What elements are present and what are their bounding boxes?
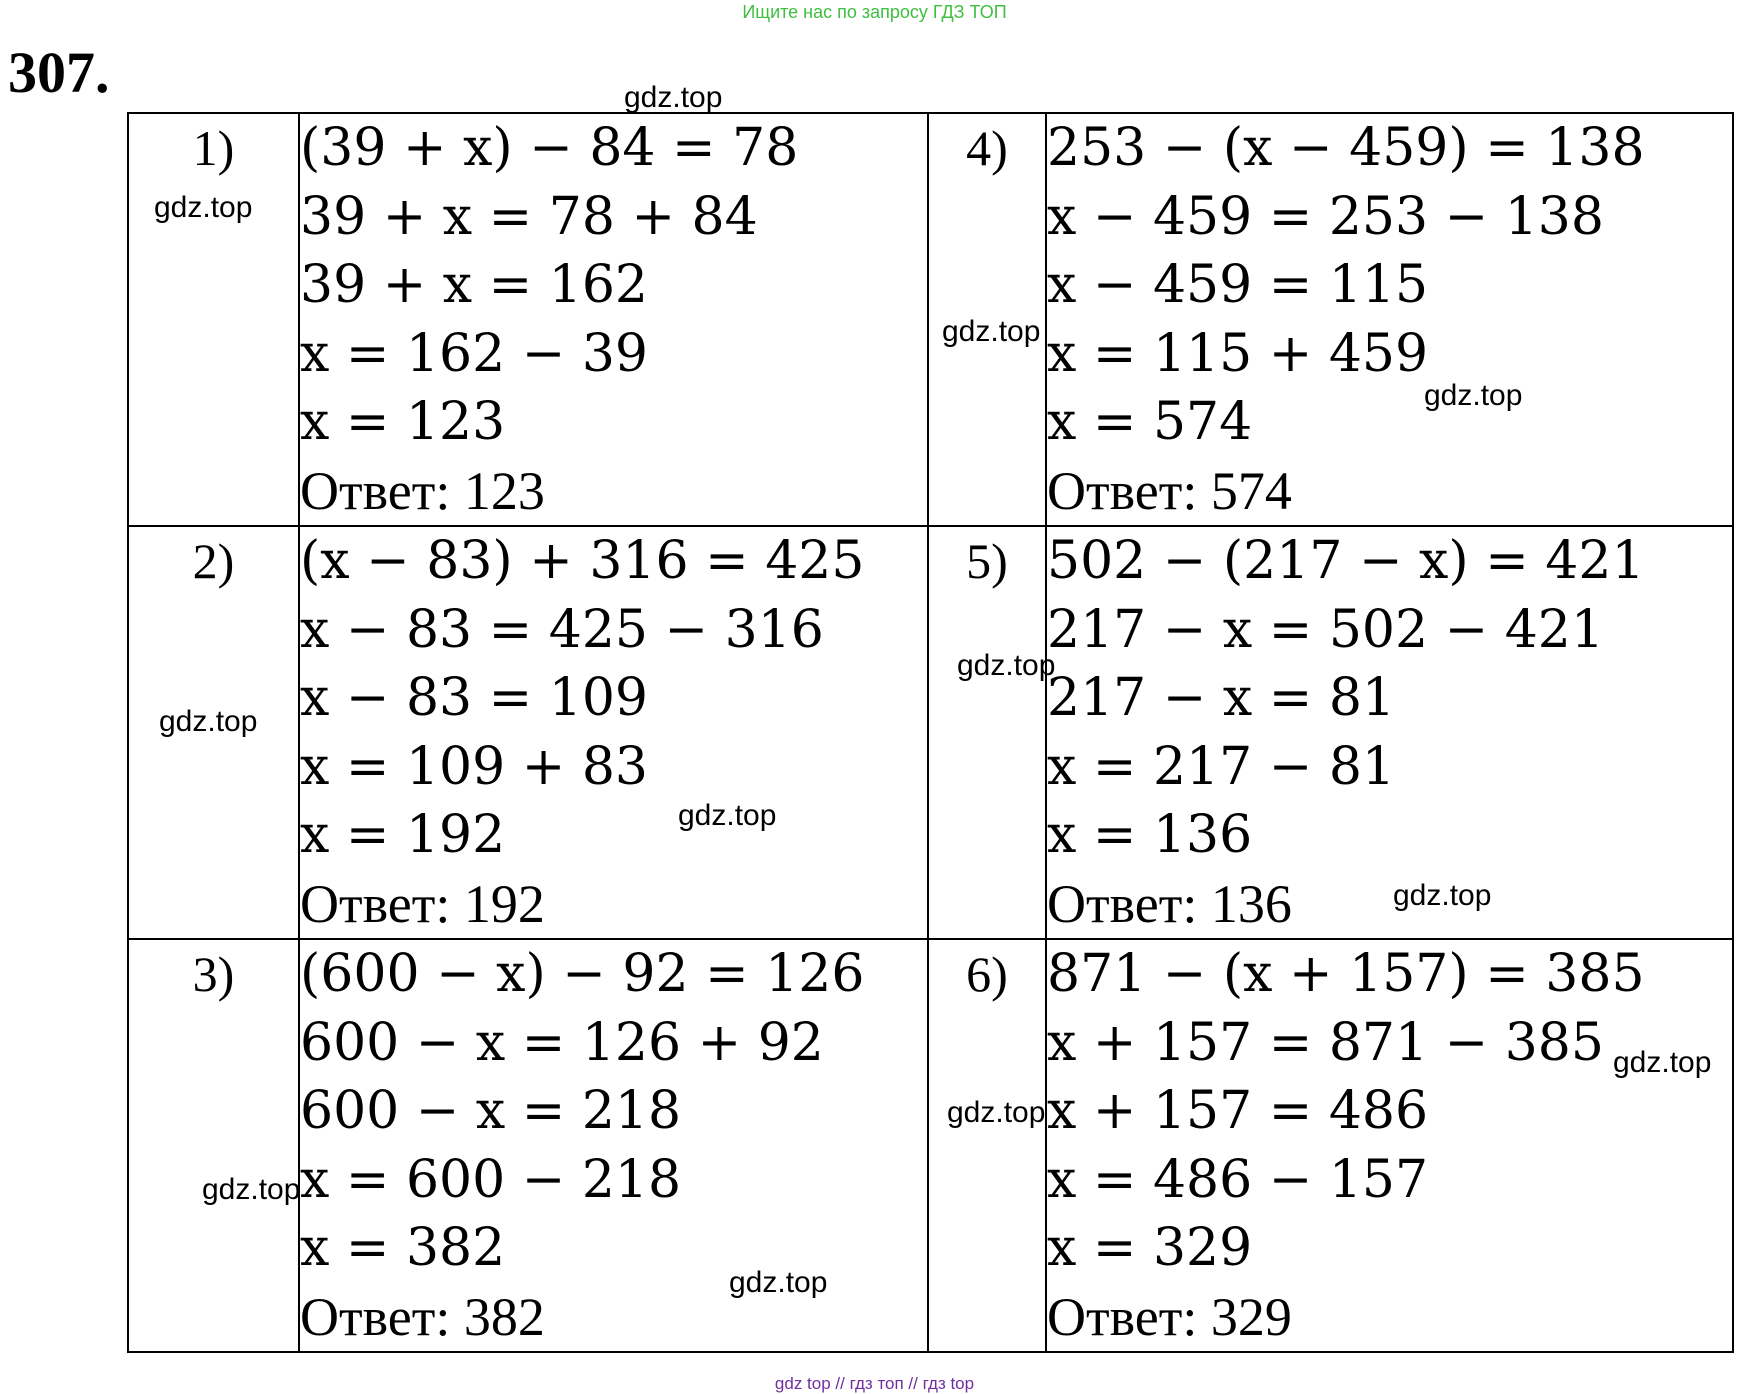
equation-line: x = 115 + 459 [1047,323,1429,384]
equation-line: 871 − (x + 157) = 385 [1047,943,1645,1004]
top-banner: Ищите нас по запросу ГДЗ ТОП [742,2,1007,22]
answer-line: Ответ: 382 [300,1286,545,1347]
equation-line: 502 − (217 − x) = 421 [1047,530,1645,591]
watermark-text: gdz.top [947,1096,1046,1129]
problem-solution-5 [1046,526,1733,939]
equation-line: x = 109 + 83 [300,736,649,797]
equation-line: x = 382 [300,1218,506,1279]
problem-number-1: 1) [128,113,299,526]
table-row [128,526,1733,939]
table-row [128,939,1733,1352]
equation-line: x = 192 [300,805,506,866]
problem-number-5: 5) [928,526,1046,939]
watermark-text: gdz.top [729,1266,828,1299]
equation-line: x − 459 = 115 [1047,255,1429,316]
watermark-text: gdz.top [624,81,723,114]
problem-solution-1 [299,113,928,526]
task-number: 307. [8,40,110,105]
equation-line: 217 − x = 81 [1047,668,1396,729]
problem-number-4: 4) [928,113,1046,526]
equation-line: 39 + x = 78 + 84 [300,186,758,247]
equation-line: (x − 83) + 316 = 425 [300,530,865,591]
problem-number-3: 3) [128,939,299,1352]
equation-line: x = 162 − 39 [300,323,649,384]
equation-line: x − 459 = 253 − 138 [1047,186,1604,247]
equation-line: x + 157 = 871 − 385 [1047,1012,1604,1073]
equation-line: 253 − (x − 459) = 138 [1047,118,1645,178]
watermark-text: gdz.top [1393,879,1492,912]
table-row [128,113,1733,526]
equation-line: 600 − x = 126 + 92 [300,1012,824,1073]
equation-line: (600 − x) − 92 = 126 [300,943,865,1004]
answer-line: Ответ: 136 [1047,873,1292,934]
watermark-text: gdz.top [942,315,1041,348]
equation-line: x = 136 [1047,805,1253,866]
equation-line: x = 217 − 81 [1047,736,1396,797]
problem-solution-6 [1046,939,1733,1352]
equation-line: x = 123 [300,392,506,453]
equation-line: x = 486 − 157 [1047,1149,1429,1210]
answer-line: Ответ: 574 [1047,460,1292,521]
equation-line: 600 − x = 218 [300,1081,682,1142]
problem-solution-2 [299,526,928,939]
watermark-text: gdz.top [1424,379,1523,412]
problem-solution-3 [299,939,928,1352]
equation-line: 217 − x = 502 − 421 [1047,599,1604,660]
equation-line: x = 574 [1047,392,1253,453]
equation-line: 39 + x = 162 [300,255,649,316]
watermark-text: gdz.top [154,191,253,224]
equation-line: x = 600 − 218 [300,1149,682,1210]
equation-line: x − 83 = 425 − 316 [300,599,824,660]
answer-line: Ответ: 329 [1047,1286,1292,1347]
equation-line: (39 + x) − 84 = 78 [300,118,799,178]
solutions-table [127,112,1734,1353]
equation-line: x = 329 [1047,1218,1253,1279]
answer-line: Ответ: 192 [300,873,545,934]
equation-line: x + 157 = 486 [1047,1081,1429,1142]
watermark-text: gdz.top [1613,1046,1712,1079]
problem-solution-4 [1046,113,1733,526]
problem-number-2: 2) [128,526,299,939]
watermark-text: gdz.top [678,799,777,832]
watermark-text: gdz.top [202,1173,301,1206]
problem-number-6: 6) [928,939,1046,1352]
bottom-banner: gdz top // гдз топ // гдз top [774,1374,975,1393]
watermark-text: gdz.top [159,705,258,738]
watermark-text: gdz.top [957,649,1056,682]
equation-line: x − 83 = 109 [300,668,649,729]
answer-line: Ответ: 123 [300,460,545,521]
